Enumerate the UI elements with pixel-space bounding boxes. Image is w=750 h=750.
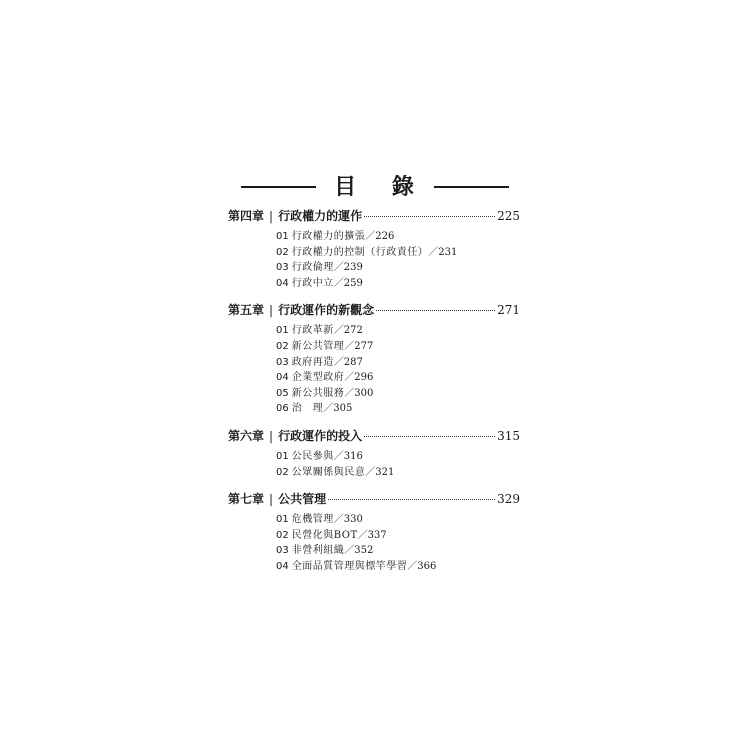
section-title: 非營利組織 — [291, 545, 345, 557]
section-page: 287 — [343, 356, 363, 368]
section-item[interactable]: 06 治 理／305 — [276, 403, 353, 415]
toc-list — [228, 207, 520, 585]
chapter-entry — [228, 490, 520, 574]
section-title: 政府再造 — [291, 356, 334, 368]
section-number: 01 — [276, 514, 289, 526]
section-title: 行政權力的控制（行政責任） — [291, 246, 429, 258]
section-number: 03 — [276, 262, 289, 274]
section-title: 危機管理 — [291, 514, 334, 526]
section-item[interactable]: 02 公眾關係與民意／321 — [276, 466, 395, 478]
section-title: 行政革新 — [291, 325, 334, 337]
section-number: 02 — [276, 466, 289, 478]
section-item[interactable]: 03 非營利組織／352 — [276, 545, 374, 557]
section-number: 01 — [276, 450, 289, 462]
chapter-page: 225 — [497, 209, 520, 223]
chapter-number: 第四章 — [228, 209, 265, 223]
section-item[interactable]: 04 行政中立／259 — [276, 277, 363, 289]
section-number: 02 — [276, 246, 289, 258]
section-page: 316 — [343, 450, 363, 462]
section-page: 337 — [367, 529, 387, 541]
heading-rule-right — [434, 186, 509, 188]
section-page: 277 — [354, 340, 374, 352]
section-page: 296 — [354, 372, 374, 384]
section-item[interactable]: 01 公民參與／316 — [276, 450, 363, 462]
section-page: 226 — [375, 231, 395, 242]
chapter-row[interactable] — [228, 427, 520, 449]
chapter-title: 行政權力的運作 — [278, 209, 363, 223]
section-number: 04 — [276, 560, 289, 572]
section-page: 300 — [354, 387, 374, 399]
section-title: 企業型政府 — [291, 372, 345, 384]
section-page: 321 — [375, 466, 395, 478]
toc-heading — [0, 172, 750, 202]
dot-leader — [328, 499, 495, 500]
section-item[interactable]: 05 新公共服務／300 — [276, 387, 374, 399]
chapter-number: 第六章 — [228, 428, 265, 443]
section-number: 01 — [276, 231, 289, 242]
section-item[interactable]: 01 行政權力的擴張／226 — [276, 231, 395, 242]
section-title: 行政中立 — [291, 277, 334, 289]
section-item[interactable]: 04 企業型政府／296 — [276, 372, 374, 384]
chapter-entry — [228, 427, 520, 480]
section-item[interactable]: 03 政府再造／287 — [276, 356, 363, 368]
section-list — [276, 512, 520, 574]
chapter-entry — [228, 301, 520, 417]
chapter-number: 第五章 — [228, 303, 265, 318]
section-number: 04 — [276, 277, 289, 289]
section-number: 06 — [276, 403, 289, 415]
section-title: 公眾關係與民意 — [291, 466, 366, 478]
chapter-title: 行政運作的新觀念 — [278, 303, 375, 318]
chapter-separator: | — [269, 209, 274, 223]
chapter-row[interactable] — [228, 207, 520, 229]
chapter-entry — [228, 207, 520, 291]
chapter-title: 公共管理 — [278, 492, 327, 507]
section-item[interactable]: 01 行政革新／272 — [276, 325, 363, 337]
chapter-page: 271 — [497, 303, 520, 318]
chapter-separator: | — [269, 303, 274, 318]
section-number: 04 — [276, 372, 289, 384]
chapter-row[interactable] — [228, 490, 520, 512]
chapter-separator: | — [269, 492, 274, 507]
section-item[interactable]: 03 行政倫理／239 — [276, 262, 363, 274]
section-list — [276, 323, 520, 417]
chapter-row[interactable] — [228, 301, 520, 323]
section-page: 366 — [417, 560, 437, 572]
section-title: 全面品質管理與標竿學習 — [291, 560, 408, 572]
section-page: 272 — [343, 325, 363, 337]
chapter-separator: | — [269, 428, 274, 443]
section-item[interactable]: 04 全面品質管理與標竿學習／366 — [276, 560, 437, 572]
heading-rule-left — [241, 186, 316, 188]
section-number: 01 — [276, 325, 289, 337]
section-title: 新公共管理 — [291, 340, 345, 352]
section-title: 行政倫理 — [291, 262, 334, 274]
section-item[interactable]: 02 民營化與BOT／337 — [276, 529, 387, 541]
section-page: 259 — [343, 277, 363, 289]
section-number: 02 — [276, 529, 289, 541]
section-list — [276, 229, 520, 291]
section-item[interactable]: 01 危機管理／330 — [276, 514, 363, 526]
section-page: 239 — [343, 262, 363, 274]
chapter-number: 第七章 — [228, 492, 265, 507]
section-item[interactable]: 02 行政權力的控制（行政責任）／231 — [276, 246, 458, 258]
section-title: 行政權力的擴張 — [291, 231, 366, 242]
section-title: 治 理 — [291, 403, 324, 415]
section-title: 民營化與BOT — [291, 529, 358, 541]
section-item[interactable]: 02 新公共管理／277 — [276, 340, 374, 352]
section-page: 352 — [354, 545, 374, 557]
section-page: 231 — [438, 246, 458, 258]
chapter-title: 行政運作的投入 — [278, 428, 363, 443]
section-title: 公民參與 — [291, 450, 334, 462]
dot-leader — [364, 436, 495, 437]
toc-heading-text: 目 錄 — [334, 174, 428, 200]
section-page: 305 — [333, 403, 353, 415]
section-number: 03 — [276, 356, 289, 368]
chapter-page: 329 — [497, 492, 520, 507]
section-number: 03 — [276, 545, 289, 557]
section-list — [276, 449, 520, 480]
dot-leader — [364, 216, 495, 217]
dot-leader — [376, 310, 495, 311]
section-title: 新公共服務 — [291, 387, 345, 399]
chapter-page: 315 — [497, 428, 520, 443]
section-number: 02 — [276, 340, 289, 352]
section-number: 05 — [276, 387, 289, 399]
section-page: 330 — [343, 514, 363, 526]
